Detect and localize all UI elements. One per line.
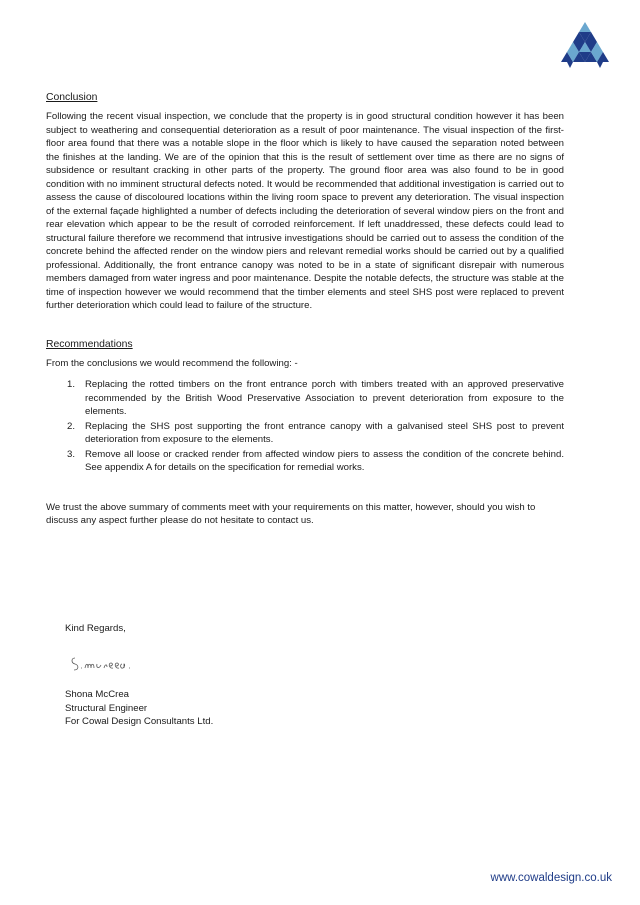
closing-paragraph: We trust the above summary of comments meet with your requirements on this matter, however, should you wish to discuss any aspect further please do not hesitate to contact us. [46, 501, 536, 526]
signoff-block [65, 622, 213, 729]
regards-text: Kind Regards, [65, 623, 126, 634]
list-item-text: Replacing the rotted timbers on the front entrance porch with timbers treated with an approved preservative recommended by the British Wood Preservative Association to prevent deterioration from exposure to the elements. [85, 379, 564, 417]
list-item [46, 378, 564, 419]
conclusion-paragraph: Following the recent visual inspection, we conclude that the property is in good structural condition however it has been subject to weathering and consequential deterioration as a result of poor maintenance. The visual inspection of the first-floor area found that there was a notable slope in the floor which is likely to have caused the separation noted between the finishes at the landing. We are of the opinion that this is the result of settlement over time as there are no signs of subsidence or resultant cracking in other parts of the property. The ground floor area was also found to be in good condition with no imminent structural defects noted. It would be recommended that additional investigation is carried out to assess the cause of discoloured locations within the living room space to prevent any deterioration. The visual inspection of the external façade highlighted a number of defects including the deterioration of several window piers on the front and rear elevation which appear to be the result of corroded reinforcement. If left unaddressed, these defects could lead to structural failure therefore we recommend that intrusive investigations should be carried out to assess the condition of the concrete behind the affected render on the window piers and relevant remedial works should be carried out by a qualified professional. Additionally, the front entrance canopy was noted to be in a state of significant disrepair with numerous members damaged from water ingress and poor maintenance. Despite the notable defects, the structure was stable at the time of inspection however we would recommend that the timber elements and steel SHS post were replaced to prevent further deterioration which could lead to failure of the structure. [46, 111, 564, 311]
list-item-text: Remove all loose or cracked render from affected window piers to assess the condition of the concrete behind. See appendix A for details on the specification for remedial works. [85, 448, 564, 473]
list-item-number: 2. [67, 420, 76, 432]
recommendations-heading: Recommendations [46, 338, 133, 350]
list-item-text: Replacing the SHS post supporting the front entrance canopy with a galvanised steel SHS post to prevent deterioration from exposure to the elements. [85, 420, 564, 445]
list-item [46, 420, 564, 447]
list-item-number: 3. [67, 448, 76, 460]
list-item [46, 448, 564, 475]
signatory-title: Structural Engineer [65, 702, 148, 714]
conclusion-heading: Conclusion [46, 92, 98, 103]
website-link[interactable]: www.cowaldesign.co.uk [490, 872, 612, 884]
recommendations-intro: From the conclusions we would recommend the following: - [46, 357, 298, 369]
company-logo-icon [555, 22, 615, 70]
signatory-name: Shona McCrea [65, 689, 129, 700]
signatory-details [65, 688, 213, 729]
list-item-number: 1. [67, 379, 76, 390]
signature-icon [69, 652, 147, 674]
recommendations-list [46, 378, 564, 475]
signatory-company: For Cowal Design Consultants Ltd. [65, 716, 214, 727]
letter-body [46, 92, 564, 528]
